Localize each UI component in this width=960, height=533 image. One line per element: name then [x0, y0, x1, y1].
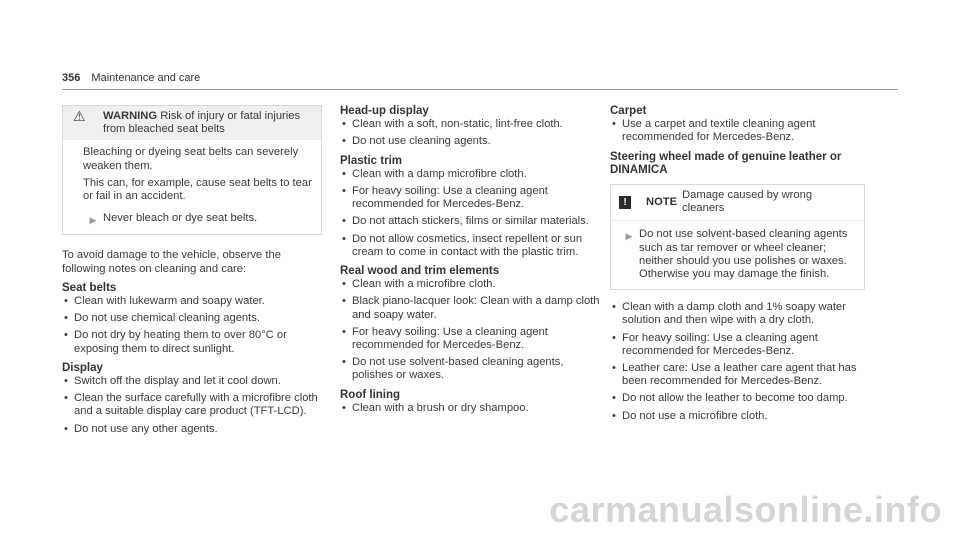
column-left — [62, 105, 322, 442]
page-number: 356 — [62, 72, 81, 84]
list-item: • Clean with a brush or dry shampoo. — [340, 402, 602, 415]
section-heading: Real wood and trim elements — [340, 265, 500, 278]
roof-lining-list — [340, 402, 602, 415]
section-heading: Seat belts — [62, 281, 117, 294]
warning-box — [62, 105, 322, 235]
list-item: • For heavy soiling: Use a cleaning agent recommended for Mercedes-Benz. — [340, 185, 602, 211]
list-item: • Do not use chemical cleaning agents. — [62, 312, 322, 325]
list-item: • Clean with lukewarm and soapy water. — [62, 295, 322, 308]
watermark: carmanualsonline.info — [549, 489, 942, 530]
list-item: • Clean the surface carefully with a microfibre cloth and a suitable display care product (TFT-LCD). — [62, 392, 322, 418]
note-body — [611, 220, 864, 289]
list-item: • Do not use cleaning agents. — [340, 135, 602, 148]
section-heading: Plastic trim — [340, 154, 402, 167]
list-item: • Use a carpet and textile cleaning agent recommended for Mercedes-Benz. — [610, 118, 865, 144]
page-header — [62, 72, 200, 84]
display-list — [62, 375, 322, 436]
list-item: • For heavy soiling: Use a cleaning agent recommended for Mercedes-Benz. — [610, 332, 865, 358]
warning-paragraph: Bleaching or dyeing seat belts can severely weaken them. — [83, 146, 299, 172]
list-item: • Black piano-lacquer look: Clean with a damp cloth and soapy water. — [340, 295, 602, 321]
list-item: • Clean with a damp microfibre cloth. — [340, 168, 602, 181]
list-item: • Do not use solvent-based cleaning agents, polishes or waxes. — [340, 356, 602, 382]
section-heading: Display — [62, 361, 103, 374]
header-divider — [62, 89, 898, 90]
list-item: • Do not attach stickers, films or similar materials. — [340, 215, 602, 228]
list-item: • Do not allow cosmetics, insect repellent or sun cream to come in contact with the plastic trim. — [340, 233, 602, 259]
column-middle — [340, 105, 602, 421]
list-item: • Do not dry by heating them to over 80°C or exposing them to direct sunlight. — [62, 329, 322, 355]
list-item: • Clean with a microfibre cloth. — [340, 278, 602, 291]
list-item: • Clean with a damp cloth and 1% soapy water solution and then wipe with a dry cloth. — [610, 301, 865, 327]
arrow-right-icon: ▶ — [625, 231, 633, 242]
warning-paragraph: This can, for example, cause seat belts to tear or fail in an accident. — [83, 176, 312, 203]
list-item: • For heavy soiling: Use a cleaning agent recommended for Mercedes-Benz. — [340, 326, 602, 352]
warning-title: Risk of injury or fatal injuries from bleached seat belts — [103, 110, 301, 136]
list-item: • Do not allow the leather to become too damp. — [610, 392, 865, 405]
list-item: • Do not use any other agents. — [62, 423, 322, 436]
warning-body — [63, 140, 321, 234]
warning-instruction-text: Never bleach or dye seat belts. — [103, 212, 258, 225]
note-header — [611, 185, 864, 220]
warning-header — [63, 106, 321, 140]
list-item: • Leather care: Use a leather care agent that has been recommended for Mercedes-Benz. — [610, 362, 865, 388]
list-item: • Switch off the display and let it cool down. — [62, 375, 322, 388]
arrow-right-icon: ▶ — [89, 215, 97, 226]
column-right — [610, 105, 865, 429]
plastic-trim-list — [340, 168, 602, 259]
section-heading: Steering wheel made of genuine leather or DINAMICA — [610, 150, 842, 176]
exclamation-icon: ! — [619, 196, 631, 209]
section-title: Maintenance and care — [91, 72, 201, 84]
note-label: NOTE — [646, 195, 678, 208]
note-title: Damage caused by wrong cleaners — [682, 189, 813, 215]
warning-label: WARNING — [103, 110, 158, 122]
warning-instruction — [83, 212, 313, 227]
warning-triangle-icon: ⚠ — [73, 108, 86, 124]
note-text: Do not use solvent-based cleaning agents such as tar remover or wheel cleaner; neither should you use polishes or waxes. Otherwise you may damage the finish. — [639, 228, 848, 281]
wood-trim-list — [340, 278, 602, 382]
section-heading: Carpet — [610, 105, 647, 117]
section-heading: Roof lining — [340, 388, 401, 401]
steering-wheel-list — [610, 301, 865, 423]
carpet-list — [610, 118, 865, 144]
intro-text: To avoid damage to the vehicle, observe the following notes on cleaning and care: — [62, 249, 281, 275]
section-heading: Head-up display — [340, 105, 429, 117]
list-item: • Clean with a soft, non-static, lint-free cloth. — [340, 118, 602, 131]
list-item: • Do not use a microfibre cloth. — [610, 410, 865, 423]
head-up-list — [340, 118, 602, 148]
seat-belts-list — [62, 295, 322, 356]
note-box — [610, 184, 865, 290]
